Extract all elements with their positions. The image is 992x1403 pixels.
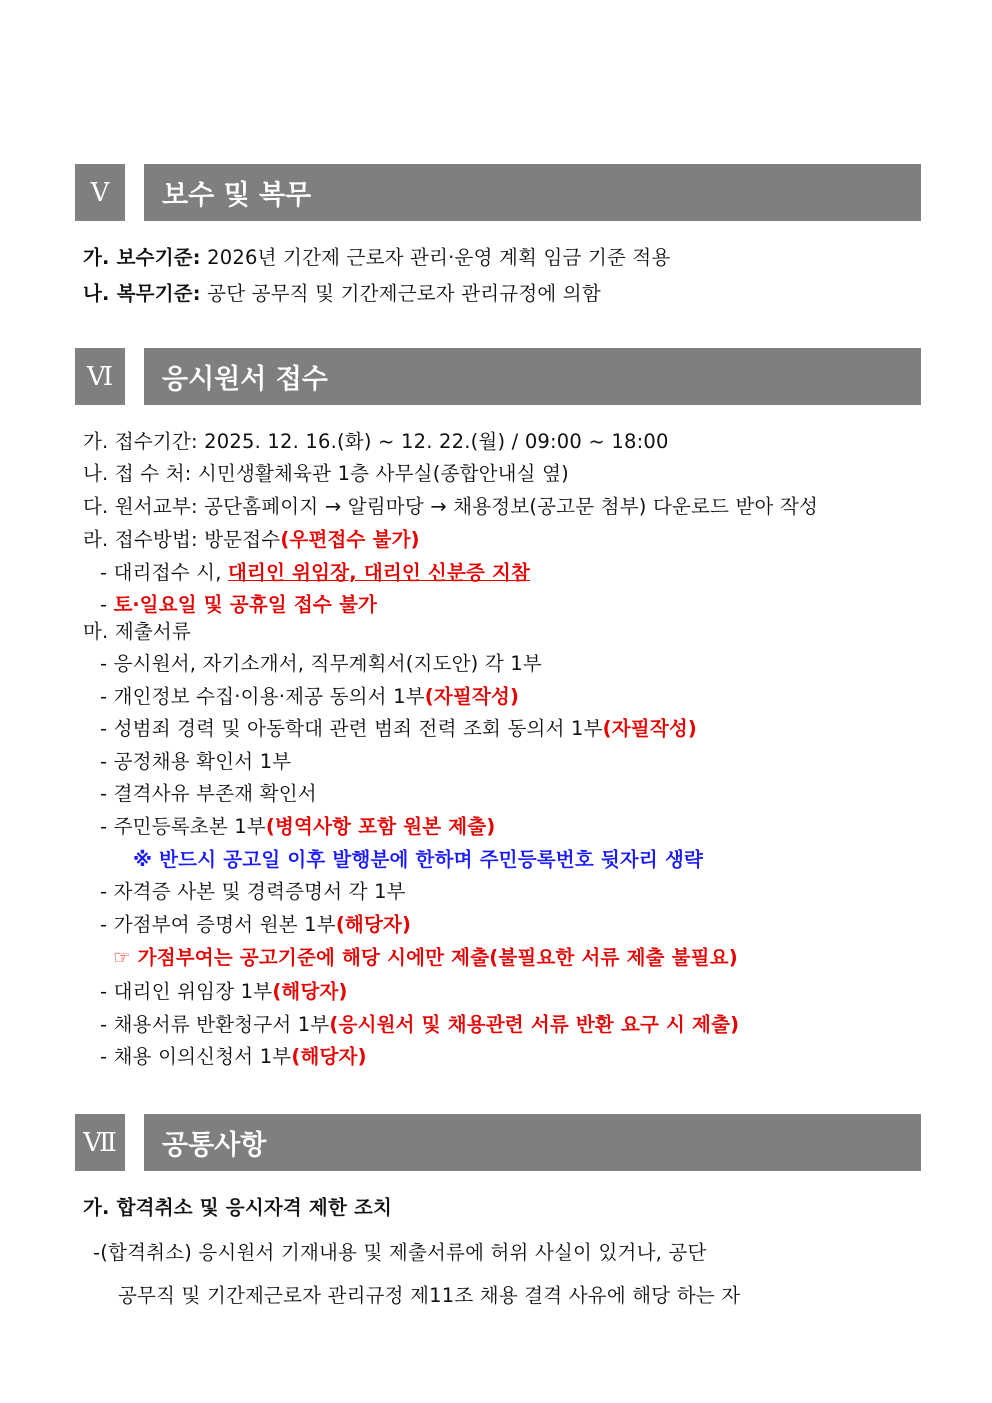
doc-note: (해당자) xyxy=(335,913,412,936)
dash: - xyxy=(100,593,114,616)
doc-item xyxy=(100,713,697,741)
proxy-note: 대리인 위임장, 대리인 신분증 지참 xyxy=(228,561,531,584)
doc-item xyxy=(100,811,495,839)
doc-remark: ※ 반드시 공고일 이후 발행분에 한하며 주민등록번호 뒷자리 생략 xyxy=(133,848,704,871)
doc-text: - 성범죄 경력 및 아동학대 관련 범죄 전력 조회 동의서 1부 xyxy=(100,717,603,740)
method-note: (우편접수 불가) xyxy=(280,528,420,551)
doc-item: - 결격사유 부존재 확인서 xyxy=(100,782,317,805)
item-text: 공단 공무직 및 기간제근로자 관리규정에 의함 xyxy=(200,282,601,305)
doc-item: - 공정채용 확인서 1부 xyxy=(100,750,292,773)
item-text: 2026년 기간제 근로자 관리‧운영 계획 임금 기준 적용 xyxy=(200,246,671,269)
proxy-application xyxy=(100,557,530,585)
section-number: Ⅶ xyxy=(75,1114,125,1171)
doc-note: (해당자) xyxy=(272,980,348,1003)
doc-text: - 가점부여 증명서 원본 1부 xyxy=(100,913,336,936)
holiday-notice xyxy=(100,589,377,617)
section-title: 보수 및 복무 xyxy=(144,164,921,221)
doc-note: (자필작성) xyxy=(424,685,520,708)
doc-item: - 자격증 사본 및 경력증명서 각 1부 xyxy=(100,880,406,903)
doc-remark: ☞ 가점부여는 공고기준에 해당 시에만 제출(불필요한 서류 제출 불필요) xyxy=(113,946,738,969)
section-5-header xyxy=(75,164,921,221)
doc-item xyxy=(100,1009,739,1037)
cancellation-title: 가. 합격취소 및 응시자격 제한 조치 xyxy=(83,1196,393,1219)
proxy-text: - 대리접수 시, xyxy=(100,561,229,584)
method-text: 라. 접수방법: 방문접수 xyxy=(83,528,281,551)
holiday-note: 토‧일요일 및 공휴일 접수 불가 xyxy=(113,593,378,616)
pay-standard xyxy=(83,242,671,270)
doc-text: - 주민등록초본 1부 xyxy=(100,815,266,838)
doc-note: (응시원서 및 채용관련 서류 반환 요구 시 제출) xyxy=(329,1013,740,1036)
doc-text: - 채용서류 반환청구서 1부 xyxy=(100,1013,330,1036)
section-7-header xyxy=(75,1114,921,1171)
cancellation-line-1: -(합격취소) 응시원서 기재내용 및 제출서류에 허위 사실이 있거나, 공단 xyxy=(93,1241,707,1264)
doc-text: - 채용 이의신청서 1부 xyxy=(100,1045,292,1068)
section-number: Ⅴ xyxy=(75,164,125,221)
item-label: 가. 보수기준: xyxy=(83,246,201,269)
doc-note: (병역사항 포함 원본 제출) xyxy=(265,815,496,838)
service-standard xyxy=(83,278,601,306)
doc-item: - 응시원서, 자기소개서, 직무계획서(지도안) 각 1부 xyxy=(100,652,542,675)
application-place: 나. 접 수 처: 시민생활체육관 1층 사무실(종합안내실 옆) xyxy=(83,462,569,485)
doc-note: (해당자) xyxy=(291,1045,367,1068)
doc-item xyxy=(100,1041,367,1069)
item-label: 나. 복무기준: xyxy=(83,282,201,305)
doc-item xyxy=(100,909,411,937)
documents-title: 마. 제출서류 xyxy=(83,620,191,643)
doc-item xyxy=(100,976,348,1004)
application-method xyxy=(83,524,420,552)
doc-item xyxy=(100,681,519,709)
application-period: 가. 접수기간: 2025. 12. 16.(화) ~ 12. 22.(월) / 09:00 ~ 18:00 xyxy=(83,430,669,453)
section-number: Ⅵ xyxy=(75,348,125,405)
section-title: 공통사항 xyxy=(144,1114,921,1171)
cancellation-line-2: 공무직 및 기간제근로자 관리규정 제11조 채용 결격 사유에 해당 하는 자 xyxy=(118,1284,741,1307)
section-6-header xyxy=(75,348,921,405)
section-title: 응시원서 접수 xyxy=(144,348,921,405)
application-form: 다. 원서교부: 공단홈페이지 → 알림마당 → 채용정보(공고문 첨부) 다운로드 받아 작성 xyxy=(83,495,819,518)
doc-note: (자필작성) xyxy=(602,717,698,740)
doc-text: - 대리인 위임장 1부 xyxy=(100,980,273,1003)
doc-text: - 개인정보 수집‧이용‧제공 동의서 1부 xyxy=(100,685,425,708)
